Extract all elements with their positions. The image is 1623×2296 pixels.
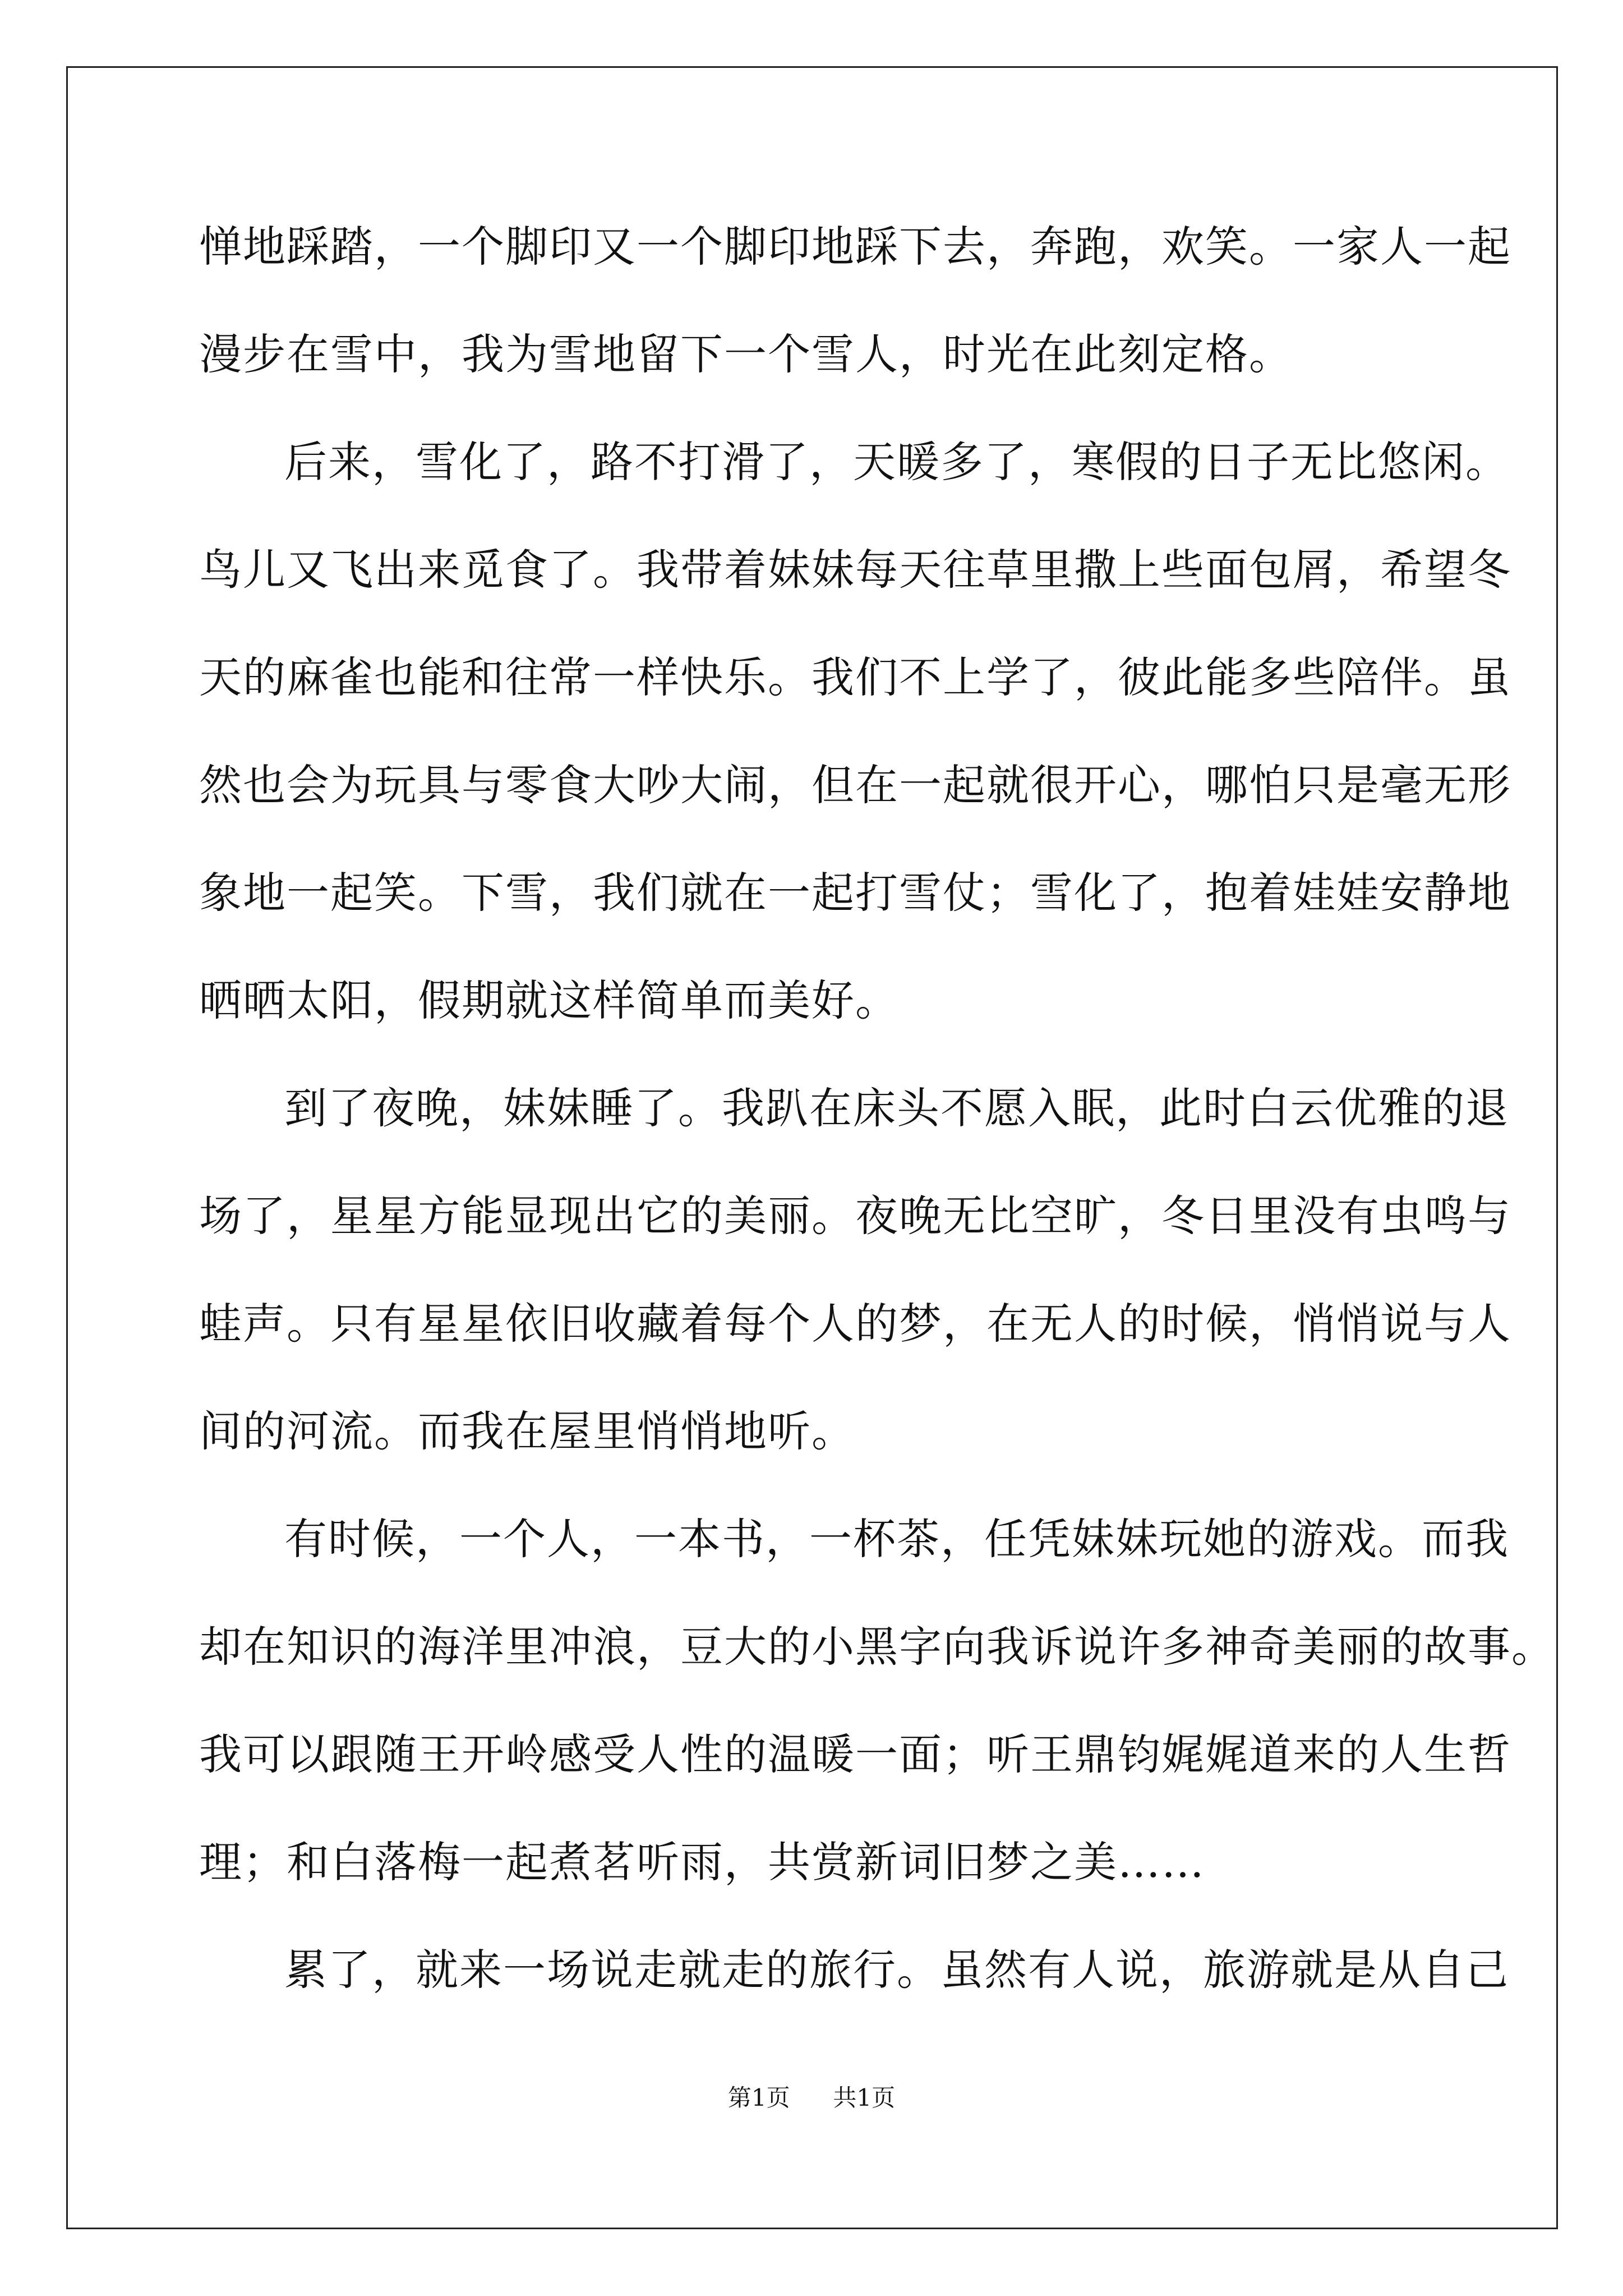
text-line: 然也会为玩具与零食大吵大闹，但在一起就很开心，哪怕只是毫无形 [199,760,1511,810]
text-line: 惮地踩踏，一个脚印又一个脚印地踩下去，奔跑，欢笑。一家人一起 [199,222,1511,272]
text-line: 晒晒太阳，假期就这样简单而美好。 [199,976,899,1025]
text-line: 却在知识的海洋里冲浪，豆大的小黑字向我诉说许多神奇美丽的故事。 [199,1622,1555,1672]
paragraph-start-line: 后来，雪化了，路不打滑了，天暖多了，寒假的日子无比悠闲。 [284,437,1509,487]
text-line: 天的麻雀也能和往常一样快乐。我们不上学了，彼此能多些陪伴。虽 [199,652,1511,702]
page-number-current: 第1页 [727,2084,790,2111]
text-line: 我可以跟随王开岭感受人性的温暖一面；听王鼎钧娓娓道来的人生哲 [199,1729,1511,1779]
page-border [66,66,1558,2229]
text-line: 间的河流。而我在屋里悄悄地听。 [199,1406,855,1456]
page-number-total: 共1页 [833,2084,896,2111]
text-line: 鸟儿又飞出来觅食了。我带着妹妹每天往草里撒上些面包屑，希望冬 [199,545,1511,595]
page-footer [0,2081,1623,2115]
paragraph-start-line: 累了，就来一场说走就走的旅行。虽然有人说，旅游就是从自己 [284,1945,1509,1995]
text-line: 理；和白落梅一起煮茗听雨，共赏新词旧梦之美…… [199,1837,1205,1887]
text-line: 漫步在雪中，我为雪地留下一个雪人，时光在此刻定格。 [199,329,1293,379]
text-line: 场了，星星方能显现出它的美丽。夜晚无比空旷，冬日里没有虫鸣与 [199,1191,1511,1241]
text-line: 象地一起笑。下雪，我们就在一起打雪仗；雪化了，抱着娃娃安静地 [199,868,1511,918]
paragraph-start-line: 有时候，一个人，一本书，一杯茶，任凭妹妹玩她的游戏。而我 [284,1514,1509,1564]
text-line: 蛙声。只有星星依旧收藏着每个人的梦，在无人的时候，悄悄说与人 [199,1299,1511,1349]
paragraph-start-line: 到了夜晚，妹妹睡了。我趴在床头不愿入眠，此时白云优雅的退 [284,1083,1509,1133]
